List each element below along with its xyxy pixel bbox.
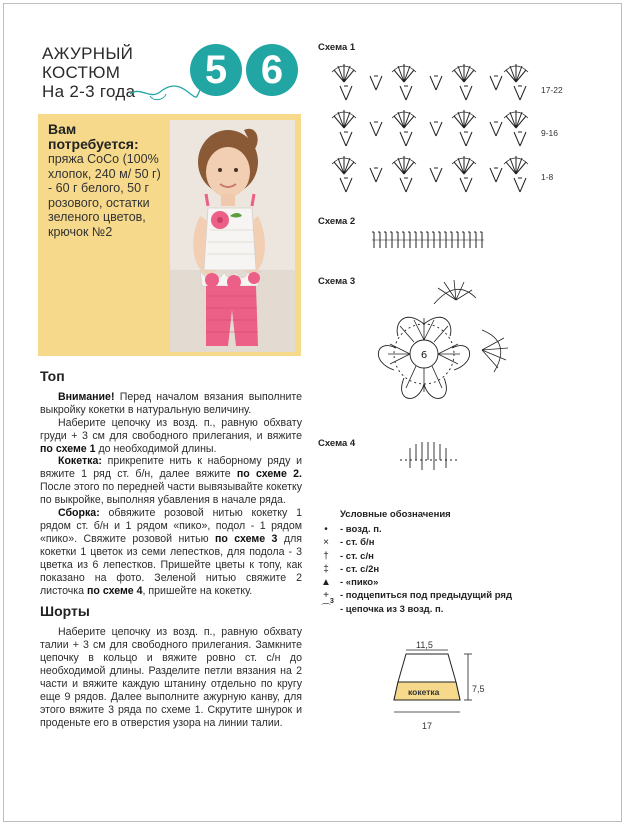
legend-item-label: - ст. с/н	[340, 550, 374, 562]
materials-description: пряжа CoCo (100% хлопок, 240 м/ 50 г) - 60 г белого, 50 г розового, остатки зеленого цветов, крючок №2	[48, 152, 161, 239]
legend-item	[318, 603, 451, 616]
chain-arc-icon: ⌒	[321, 603, 331, 615]
scheme-3-label: Схема 3	[318, 276, 356, 287]
top-heading: Топ	[40, 368, 65, 384]
legend-title: Условные обозначения	[340, 509, 451, 520]
scheme-3-center-number: 6	[420, 350, 428, 361]
title-line-1: АЖУРНЫЙ	[42, 44, 134, 63]
scheme-4-label: Схема 4	[318, 438, 356, 449]
chain-arc-number: 3	[330, 598, 334, 605]
legend-item-label: - ст. б/н	[340, 537, 375, 549]
text-run: Наберите цепочку из возд. п., равную обхвату груди + 3 см для свободного прилегания, и вяжите	[40, 416, 302, 442]
scheme-3-flower-diagram	[364, 278, 514, 410]
scheme-1-diagram	[318, 60, 538, 200]
instructions-column	[40, 370, 302, 730]
single-crochet-icon: ×	[323, 537, 329, 549]
text-run: , пришейте на кокетку.	[142, 584, 253, 597]
pattern-top-width: 11,5	[416, 640, 433, 650]
yoke-pattern-diagram	[388, 646, 474, 720]
picot-icon: ▲	[321, 577, 331, 589]
scheme-reference: по схеме 3	[214, 532, 278, 545]
top-paragraph-1	[40, 391, 302, 417]
pattern-bottom-width: 17	[422, 721, 433, 731]
text-run: до необходимой длины.	[95, 442, 217, 455]
materials-title: Вам потребуется:	[48, 121, 139, 152]
treble-crochet-icon: ‡	[323, 563, 329, 575]
scheme-1-row-label: 9-16	[541, 128, 559, 138]
legend-item	[318, 550, 451, 563]
legend-item-label: - возд. п.	[340, 524, 382, 535]
title-line-2: КОСТЮМ	[42, 63, 121, 82]
legend-item-label: - цепочка из 3 возд. п.	[340, 603, 444, 615]
legend-item	[318, 536, 451, 549]
legend-item	[318, 589, 512, 602]
scheme-2-diagram	[372, 228, 492, 250]
legend-item	[318, 576, 451, 589]
yoke-label: Кокетка:	[58, 455, 102, 468]
scheme-reference: по схеме 4	[87, 584, 143, 597]
assembly-label: Сборка:	[58, 507, 100, 520]
double-crochet-icon: †	[323, 550, 329, 562]
scheme-1-row-label: 1-8	[541, 172, 554, 182]
shorts-heading: Шорты	[40, 603, 90, 620]
decorative-swirl-icon	[130, 80, 200, 102]
legend-item	[318, 563, 451, 576]
chain-stitch-icon: •	[324, 524, 328, 535]
warning-label: Внимание!	[58, 390, 115, 403]
project-number-digit: 6	[246, 44, 298, 96]
text-run: После этого по передней части вывязывайте кокетку по выкройке, выполняя убавления в начале ряда.	[40, 481, 302, 507]
title-line-3: На 2-3 года	[42, 82, 136, 101]
materials-box	[38, 114, 301, 356]
pattern-height: 7,5	[472, 684, 485, 694]
top-paragraph-4	[40, 507, 302, 597]
pattern-piece-label: кокетка	[408, 687, 440, 697]
child-photo	[170, 120, 295, 352]
materials-text-block	[48, 122, 168, 239]
shorts-paragraph-1: Наберите цепочку из возд. п., равную обхвату талии + 3 см для свободного прилегания. Замкните цепочку в кольцо и вяжите ровно ст. с/н до необходимой длины. Разделите петли вязания на 2 части и вяжите каждую штанину отдельно по кругу еще 9 рядов. Далее выполните ажурную канву, для этого вяжите 3 ряда по схеме 1. Скрутите шнурок и проденьте его в отверстия узора на линии талии.	[40, 626, 302, 729]
scheme-reference: по схеме 2.	[236, 468, 302, 481]
legend-item-label: - подцепиться под предыдущий ряд	[340, 590, 512, 602]
top-paragraph-3	[40, 455, 302, 507]
page-title	[42, 44, 135, 101]
top-paragraph-2	[40, 417, 302, 456]
scheme-4-leaf-diagram	[396, 440, 462, 472]
legend-item-label: - ст. с/2н	[340, 563, 380, 575]
legend	[318, 508, 512, 616]
project-number-digit: 5	[190, 44, 242, 96]
text-run: обвяжите розовой нитью кокетку 1 рядом ст. б/н и 1 рядом «пико», подол - 1 рядом «пико». Свяжите розовой нитью	[40, 507, 302, 545]
text-run: для кокетки 1 цветок из семи лепестков, для подола - 3 цветка из 6 лепестков. Пришейте цветы к топу, как показано на фото. Зеленой нитью свяжите 2 листочка	[40, 532, 302, 597]
hook-under-icon: +	[323, 590, 329, 602]
scheme-1-row-label: 17-22	[541, 85, 563, 95]
legend-item	[318, 523, 451, 536]
scheme-1-label: Схема 1	[318, 42, 356, 53]
scheme-reference: по схеме 1	[40, 442, 96, 455]
text-run: прикрепите нить к наборному ряду и вяжите 1 ряд ст. б/н, далее вяжите	[40, 455, 302, 481]
scheme-2-label: Схема 2	[318, 216, 356, 227]
legend-item-label: - «пико»	[340, 577, 379, 589]
text-run: Перед началом вязания выполните выкройку кокетки в натуральную величину.	[40, 390, 302, 416]
